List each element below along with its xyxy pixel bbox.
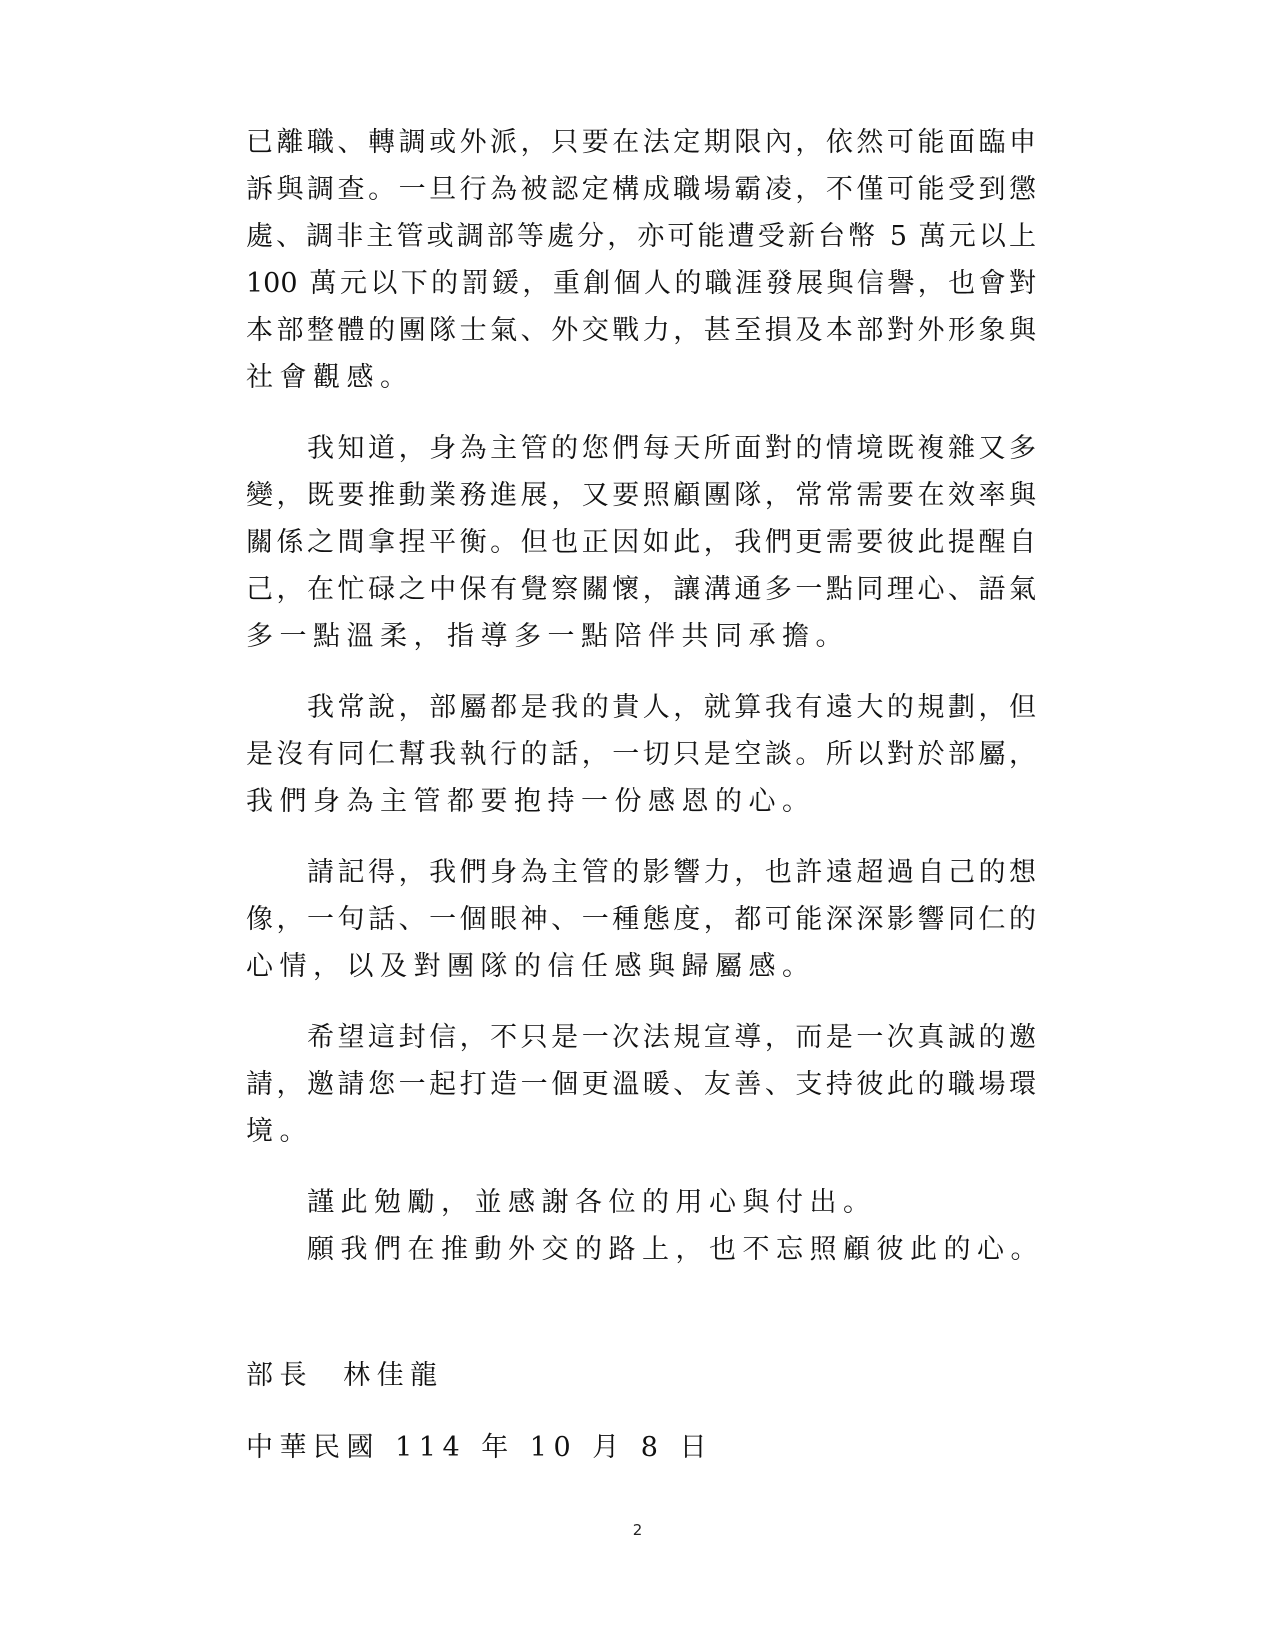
signature: 部長 林佳龍 [246,1360,444,1391]
paragraph-3-line-2: 是沒有同仁幫我執行的話，一切只是空談。所以對於部屬， [246,739,1036,770]
paragraph-1-line-2: 訴與調查。一旦行為被認定構成職場霸凌，不僅可能受到懲 [246,174,1036,205]
paragraph-1-line-3: 處、調非主管或調部等處分，亦可能遭受新台幣 5 萬元以上 [246,221,1036,252]
closing-line-1: 謹此勉勵，並感謝各位的用心與付出。 [307,1187,877,1218]
paragraph-2-line-1: 我知道，身為主管的您們每天所面對的情境既複雜又多 [307,433,1036,464]
date-line: 中華民國 114 年 10 月 8 日 [246,1432,714,1463]
paragraph-3-line-3: 我們身為主管都要抱持一份感恩的心。 [246,786,816,817]
paragraph-2-line-2: 變，既要推動業務進展，又要照顧團隊，常常需要在效率與 [246,480,1036,511]
paragraph-1-line-1: 已離職、轉調或外派，只要在法定期限內，依然可能面臨申 [246,127,1036,158]
closing-line-2: 願我們在推動外交的路上，也不忘照顧彼此的心。 [307,1234,1044,1265]
paragraph-2-line-5: 多一點溫柔，指導多一點陪伴共同承擔。 [246,621,849,652]
paragraph-4-line-1: 請記得，我們身為主管的影響力，也許遠超過自己的想 [307,857,1036,888]
paragraph-4-line-2: 像，一句話、一個眼神、一種態度，都可能深深影響同仁的 [246,904,1036,935]
page-number: 2 [632,1521,643,1539]
paragraph-3-line-1: 我常說，部屬都是我的貴人，就算我有遠大的規劃，但 [307,692,1036,723]
paragraph-4-line-3: 心情，以及對團隊的信任感與歸屬感。 [246,951,816,982]
paragraph-5-line-3: 境。 [246,1116,313,1147]
paragraph-2-line-4: 己，在忙碌之中保有覺察關懷，讓溝通多一點同理心、語氣 [246,574,1036,605]
paragraph-2-line-3: 關係之間拿捏平衡。但也正因如此，我們更需要彼此提醒自 [246,527,1036,558]
paragraph-5-line-1: 希望這封信，不只是一次法規宣導，而是一次真誠的邀 [307,1022,1036,1053]
paragraph-5-line-2: 請，邀請您一起打造一個更溫暖、友善、支持彼此的職場環 [246,1069,1036,1100]
paragraph-1-line-5: 本部整體的團隊士氣、外交戰力，甚至損及本部對外形象與 [246,315,1036,346]
paragraph-1-line-6: 社會觀感。 [246,362,414,393]
paragraph-1-line-4: 100 萬元以下的罰鍰，重創個人的職涯發展與信譽，也會對 [246,268,1036,299]
